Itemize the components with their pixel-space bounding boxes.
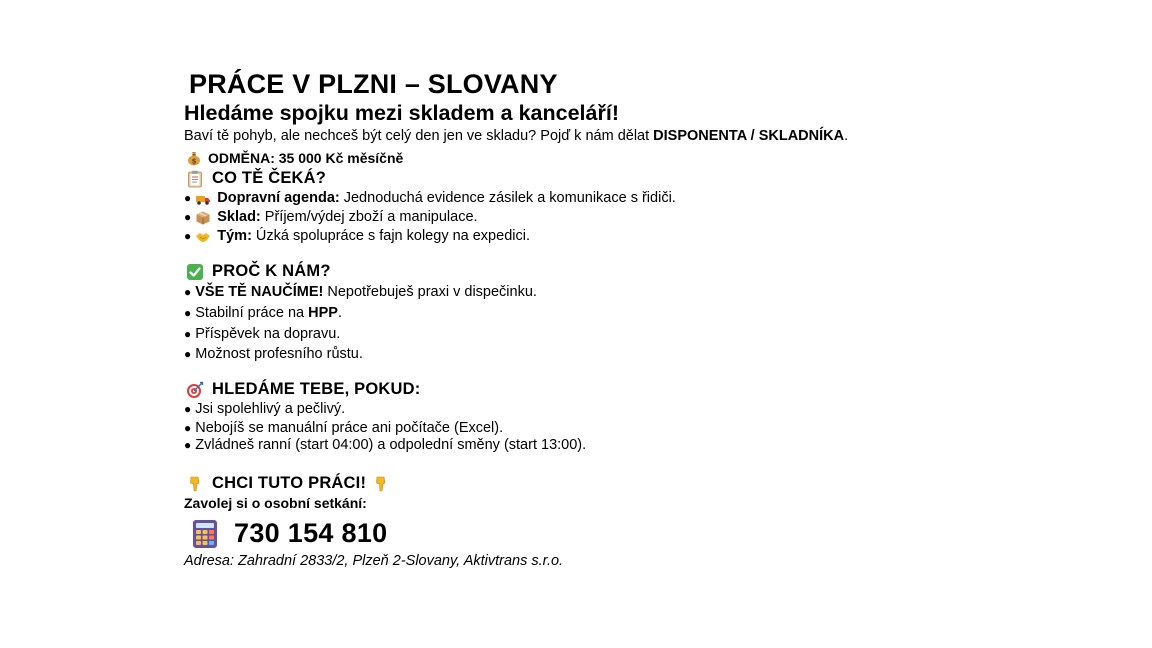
item-text: Příspěvek na dopravu. bbox=[195, 326, 341, 342]
bullet: ● bbox=[184, 285, 192, 299]
item-text: Jsi spolehlivý a pečlivý. bbox=[195, 401, 346, 417]
clipboard-icon bbox=[186, 170, 204, 188]
bullet: ● bbox=[184, 421, 192, 435]
intro-paragraph bbox=[184, 128, 1084, 145]
bullet: ● bbox=[184, 347, 192, 361]
item-text-end: . bbox=[337, 305, 342, 321]
cta-subheading: Zavolej si o osobní setkání: bbox=[184, 495, 367, 511]
item-text: Stabilní práce na bbox=[195, 305, 309, 321]
intro-end: . bbox=[844, 128, 849, 144]
calculator-icon bbox=[192, 519, 218, 549]
why-list bbox=[184, 282, 1084, 364]
reward-line bbox=[186, 149, 1084, 167]
pointing-down-icon bbox=[186, 475, 204, 493]
expect-list bbox=[184, 189, 1084, 246]
truck-icon bbox=[195, 191, 211, 207]
list-item bbox=[184, 400, 1084, 419]
item-text: Příjem/výdej zboží a manipulace. bbox=[260, 209, 478, 225]
list-item bbox=[184, 189, 1084, 208]
job-ad-document bbox=[184, 68, 1084, 569]
reward-text: ODMĚNA: 35 000 Kč měsíčně bbox=[208, 150, 404, 166]
list-item bbox=[184, 345, 1084, 364]
intro-text: Baví tě pohyb, ale nechceš být celý den jen ve skladu? Pojď k nám dělat bbox=[184, 128, 654, 144]
money-bag-icon bbox=[186, 150, 202, 166]
phone-number[interactable]: 730 154 810 bbox=[234, 518, 388, 548]
section-why-heading bbox=[186, 261, 1084, 282]
bullet: ● bbox=[184, 210, 192, 224]
target-icon bbox=[186, 381, 204, 399]
handshake-icon bbox=[195, 229, 211, 245]
item-text: Zvládneš ranní (start 04:00) a odpolední směny (start 13:00). bbox=[195, 437, 587, 453]
looking-list bbox=[184, 400, 1084, 453]
pointing-down-icon bbox=[372, 475, 390, 493]
list-item bbox=[184, 419, 1084, 437]
item-bold: Sklad: bbox=[217, 209, 261, 225]
list-item bbox=[184, 437, 1084, 453]
cta-heading bbox=[186, 473, 1084, 494]
list-item bbox=[184, 227, 1084, 246]
item-text: Nepotřebuješ praxi v dispečinku. bbox=[323, 284, 537, 300]
bullet: ● bbox=[184, 229, 192, 243]
section-expect-title: CO TĚ ČEKÁ? bbox=[212, 169, 327, 187]
list-item bbox=[184, 282, 1084, 303]
check-mark-icon bbox=[186, 263, 204, 281]
item-text: Nebojíš se manuální práce ani počítače (Excel). bbox=[195, 420, 504, 436]
section-why-title: PROČ K NÁM? bbox=[212, 262, 331, 280]
item-bold: Tým: bbox=[217, 228, 252, 244]
section-looking-title: HLEDÁME TEBE, POKUD: bbox=[212, 380, 421, 398]
list-item bbox=[184, 324, 1084, 345]
bullet: ● bbox=[184, 306, 192, 320]
cta-title: CHCI TUTO PRÁCI! bbox=[212, 474, 367, 492]
phone-row bbox=[192, 518, 1084, 549]
bullet: ● bbox=[184, 327, 192, 341]
intro-position: DISPONENTA / SKLADNÍKA bbox=[653, 128, 845, 144]
item-bold: Dopravní agenda: bbox=[217, 190, 340, 206]
page-title: PRÁCE V PLZNI – SLOVANY bbox=[189, 69, 558, 99]
page-subtitle: Hledáme spojku mezi skladem a kanceláří! bbox=[184, 101, 619, 125]
section-looking-heading bbox=[186, 379, 1084, 400]
svg-text:$: $ bbox=[191, 157, 197, 166]
bullet: ● bbox=[184, 191, 192, 205]
item-text: Úzká spolupráce s fajn kolegy na expedici. bbox=[251, 228, 530, 244]
address: Adresa: Zahradní 2833/2, Plzeň 2-Slovany, Aktivtrans s.r.o. bbox=[184, 553, 564, 569]
item-bold: HPP bbox=[308, 305, 338, 321]
list-item bbox=[184, 303, 1084, 324]
bullet: ● bbox=[184, 402, 192, 416]
section-expect-heading bbox=[186, 168, 1084, 189]
item-bold: VŠE TĚ NAUČÍME! bbox=[195, 284, 324, 300]
package-icon bbox=[195, 210, 211, 226]
item-text: Jednoduchá evidence zásilek a komunikace s řidiči. bbox=[339, 190, 676, 206]
bullet: ● bbox=[184, 438, 192, 452]
item-text: Možnost profesního růstu. bbox=[195, 346, 363, 362]
list-item bbox=[184, 208, 1084, 227]
